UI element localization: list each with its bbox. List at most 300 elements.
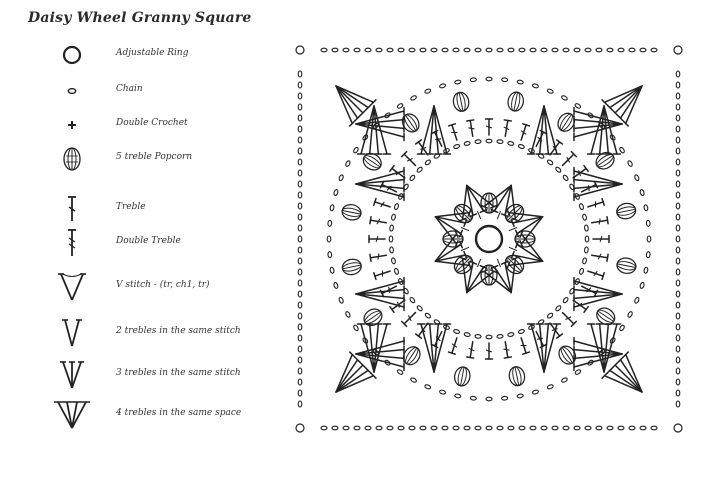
chain-stitch — [582, 257, 587, 264]
chain-stitch — [424, 88, 431, 94]
treble-stitch — [486, 119, 493, 135]
chain-stitch — [676, 390, 680, 396]
chain-stitch — [607, 426, 613, 430]
treble-stitch — [593, 236, 609, 243]
chain-stitch — [507, 141, 514, 146]
chain-stitch — [676, 192, 680, 198]
chain-stitch — [431, 48, 437, 52]
chain-stitch — [298, 115, 302, 121]
diagram-title: Daisy Wheel Granny Square — [28, 10, 252, 26]
chain-stitch — [475, 426, 481, 430]
chain-stitch — [640, 189, 645, 196]
chain-stitch — [619, 324, 625, 331]
chain-stitch — [502, 78, 508, 82]
chain-stitch — [332, 426, 338, 430]
treble-stitch — [374, 199, 391, 211]
chain-stitch — [298, 291, 302, 297]
chain-stitch — [365, 48, 371, 52]
chain-stitch — [298, 236, 302, 242]
chain-stitch — [416, 166, 423, 173]
legend-item-double-crochet — [40, 108, 290, 142]
treble-stitch — [587, 268, 604, 280]
chain-stitch — [547, 384, 554, 390]
chain-stitch — [676, 368, 680, 374]
chain-stitch — [442, 48, 448, 52]
chain-stitch — [634, 174, 640, 181]
chain-stitch — [486, 426, 492, 430]
chain-stitch — [497, 48, 503, 52]
treble-fan — [574, 278, 622, 311]
treble-fan — [356, 168, 404, 201]
chain-stitch — [486, 335, 492, 339]
treble-stitch — [587, 199, 604, 211]
chain-stitch — [420, 48, 426, 52]
treble-fan — [574, 168, 622, 201]
chain-stitch — [497, 139, 503, 143]
double-treble-icon — [50, 226, 94, 260]
popcorn-stitch — [341, 258, 363, 277]
chain-stitch — [676, 291, 680, 297]
popcorn-stitch — [615, 202, 637, 221]
chain-stitch — [298, 126, 302, 132]
chain-stitch — [584, 247, 588, 253]
chain-stitch — [676, 214, 680, 220]
chain-stitch — [547, 88, 554, 94]
chain-stitch — [409, 174, 416, 181]
chain-stitch — [552, 426, 558, 430]
chain-stitch — [376, 426, 382, 430]
chain-stitch — [627, 160, 633, 167]
chain-stitch — [410, 95, 417, 101]
chain-stitch — [547, 159, 554, 166]
chain-stitch — [343, 426, 349, 430]
chain-stitch — [562, 297, 569, 304]
chain-stitch — [530, 426, 536, 430]
chain-stitch — [439, 83, 446, 88]
chain-stitch — [321, 48, 327, 52]
chain-stitch — [298, 247, 302, 253]
chain-stitch — [640, 282, 645, 289]
chain-stitch — [409, 297, 416, 304]
popcorn-stitch — [341, 203, 363, 222]
chain-stitch — [298, 159, 302, 165]
chain-stitch — [651, 48, 657, 52]
legend-label: 4 trebles in the same space — [116, 408, 242, 418]
chain-stitch — [676, 159, 680, 165]
legend-item-double-treble — [40, 226, 290, 260]
treble-stitch — [560, 152, 576, 168]
treble-icon — [50, 192, 94, 226]
chain-stitch — [507, 332, 514, 337]
chain-stitch — [376, 48, 382, 52]
chain-stitch — [330, 267, 335, 274]
chain-stitch — [676, 247, 680, 253]
chain-stitch — [497, 426, 503, 430]
legend-label: Chain — [116, 84, 143, 94]
round-3-chain-ring — [389, 139, 589, 339]
chain-stitch — [332, 48, 338, 52]
popcorn-stitch — [556, 343, 579, 367]
treble-fan — [323, 352, 376, 405]
legend-label: Treble — [116, 202, 146, 212]
chain-stitch — [424, 312, 431, 319]
chain-stitch — [518, 144, 525, 149]
chain-stitch — [464, 332, 471, 337]
chain-stitch — [387, 48, 393, 52]
granny-square-stitch-chart — [284, 34, 694, 444]
chain-stitch — [486, 77, 492, 81]
chain-stitch — [328, 252, 332, 258]
treble-stitch — [467, 120, 476, 137]
chain-stitch — [345, 160, 351, 167]
treble-stitch — [502, 341, 511, 358]
popcorn-stitch — [453, 366, 472, 388]
chain-stitch — [328, 220, 332, 226]
treble-stitch — [518, 124, 530, 141]
chain-stitch — [562, 174, 569, 181]
treble-fan — [602, 352, 655, 405]
chain-stitch — [298, 346, 302, 352]
chain-stitch — [555, 305, 562, 312]
chain-stitch — [502, 396, 508, 400]
chain-stitch — [640, 426, 646, 430]
chain-stitch — [541, 426, 547, 430]
treble-stitch — [467, 341, 476, 358]
treble-stitch — [518, 337, 530, 354]
chain-stitch — [676, 357, 680, 363]
chain-stitch — [563, 48, 569, 52]
treble-stitch — [502, 120, 511, 137]
chain-stitch — [519, 48, 525, 52]
chain-stitch — [298, 148, 302, 154]
treble-fan — [602, 73, 655, 126]
chain-stitch — [298, 313, 302, 319]
chain-stitch — [647, 236, 651, 242]
chain-stitch — [453, 426, 459, 430]
chain-stitch — [431, 426, 437, 430]
chain-stitch — [453, 329, 460, 334]
chain-stitch — [640, 48, 646, 52]
chain-stitch — [619, 147, 625, 154]
chain-stitch — [298, 170, 302, 176]
chain-stitch — [365, 426, 371, 430]
chain-stitch — [453, 144, 460, 149]
popcorn-stitch — [506, 91, 525, 113]
chain-stitch — [561, 377, 568, 383]
chain-stitch — [584, 225, 588, 231]
chain-stitch — [454, 394, 461, 399]
chain-stitch — [618, 426, 624, 430]
chain-icon — [50, 74, 94, 108]
two-trebles-icon — [50, 316, 94, 350]
chain-stitch — [518, 329, 525, 334]
chain-stitch — [424, 159, 431, 166]
legend-item-adjustable-ring — [40, 38, 290, 72]
chain-stitch — [676, 148, 680, 154]
chain-stitch — [353, 324, 359, 331]
chain-stitch — [398, 426, 404, 430]
popcorn-stitch — [361, 306, 385, 329]
treble-stitch — [591, 217, 608, 226]
treble-fan — [418, 324, 451, 372]
treble-fan — [528, 106, 561, 154]
chain-stitch — [585, 48, 591, 52]
chain-stitch — [676, 280, 680, 286]
chain-stitch — [629, 426, 635, 430]
legend-label: V stitch - (tr, ch1, tr) — [116, 280, 210, 290]
chain-stitch — [676, 302, 680, 308]
chain-stitch — [333, 189, 338, 196]
chain-stitch — [579, 203, 584, 210]
chain-stitch — [676, 324, 680, 330]
chain-stitch — [574, 103, 581, 109]
chain-stitch — [676, 401, 680, 407]
chain-stitch — [475, 334, 481, 338]
chain-stitch — [676, 71, 680, 77]
chain-stitch — [508, 48, 514, 52]
legend-item-popcorn — [40, 142, 290, 176]
chain-stitch — [552, 48, 558, 52]
chain-stitch — [676, 335, 680, 341]
chain-stitch — [574, 369, 581, 375]
corner-chain — [296, 424, 304, 432]
chain-stitch — [387, 426, 393, 430]
chain-stitch — [676, 313, 680, 319]
treble-fan — [418, 106, 451, 154]
chain-stitch — [676, 225, 680, 231]
treble-fan — [356, 278, 404, 311]
chain-stitch — [486, 397, 492, 401]
treble-stitch — [374, 268, 391, 280]
chain-stitch — [298, 214, 302, 220]
chain-stitch — [298, 71, 302, 77]
legend-label: 2 trebles in the same stitch — [116, 326, 241, 336]
stitch-legend — [40, 38, 290, 458]
chain-stitch — [676, 104, 680, 110]
chain-stitch — [298, 137, 302, 143]
legend-item-three-trebles — [40, 358, 290, 392]
chain-stitch — [464, 141, 471, 146]
chain-stitch — [651, 426, 657, 430]
chain-stitch — [391, 257, 396, 264]
chain-stitch — [561, 95, 568, 101]
chain-stitch — [676, 181, 680, 187]
chain-stitch — [634, 297, 640, 304]
chain-stitch — [676, 203, 680, 209]
chain-stitch — [343, 48, 349, 52]
popcorn-stitch — [452, 91, 471, 113]
round-1-popcorns — [443, 193, 535, 285]
popcorn-icon — [50, 142, 94, 176]
chain-stitch — [585, 236, 589, 242]
chain-stitch — [298, 104, 302, 110]
chain-stitch — [676, 379, 680, 385]
chain-stitch — [547, 312, 554, 319]
chain-stitch — [333, 282, 338, 289]
chain-stitch — [338, 174, 344, 181]
chain-stitch — [618, 48, 624, 52]
corner-chain — [296, 46, 304, 54]
chain-stitch — [627, 311, 633, 318]
chain-stitch — [409, 426, 415, 430]
chain-stitch — [629, 48, 635, 52]
chain-stitch — [394, 203, 399, 210]
round-4-trebles — [369, 119, 609, 359]
chain-stitch — [475, 139, 481, 143]
chain-stitch — [555, 166, 562, 173]
chain-stitch — [497, 334, 503, 338]
chain-stitch — [541, 48, 547, 52]
chain-stitch — [676, 126, 680, 132]
chain-stitch — [389, 225, 393, 231]
chain-stitch — [470, 78, 476, 82]
chain-stitch — [454, 80, 461, 85]
chain-stitch — [338, 297, 344, 304]
chain-stitch — [574, 426, 580, 430]
legend-item-two-trebles — [40, 316, 290, 350]
treble-stitch — [370, 252, 387, 261]
chain-stitch — [298, 379, 302, 385]
legend-label: Adjustable Ring — [116, 48, 189, 58]
chain-stitch — [607, 48, 613, 52]
treble-stitch — [449, 337, 461, 354]
chain-stitch — [298, 269, 302, 275]
popcorn-stitch — [508, 365, 527, 387]
chain-stitch — [676, 236, 680, 242]
chain-stitch — [298, 181, 302, 187]
chain-stitch — [486, 139, 492, 143]
three-trebles-icon — [50, 358, 94, 392]
chain-stitch — [517, 394, 524, 399]
treble-fan — [528, 324, 561, 372]
chain-stitch — [464, 426, 470, 430]
treble-fan — [323, 73, 376, 126]
legend-label: Double Treble — [116, 236, 181, 246]
chain-stitch — [676, 137, 680, 143]
legend-item-treble — [40, 192, 290, 226]
chain-stitch — [676, 170, 680, 176]
chain-stitch — [298, 258, 302, 264]
treble-stitch — [369, 236, 385, 243]
chain-stitch — [298, 302, 302, 308]
legend-item-four-trebles — [40, 398, 290, 432]
chain-stitch — [389, 236, 393, 242]
chain-stitch — [327, 236, 331, 242]
chain-stitch — [464, 48, 470, 52]
chain-stitch — [579, 268, 584, 275]
treble-stitch — [449, 124, 461, 141]
treble-stitch — [370, 217, 387, 226]
chain-stitch — [582, 214, 587, 221]
adjustable-ring-icon — [50, 38, 94, 72]
v-stitch-icon — [50, 270, 94, 304]
chain-stitch — [391, 214, 396, 221]
chain-stitch — [442, 426, 448, 430]
chain-stitch — [563, 426, 569, 430]
chain-stitch — [439, 390, 446, 395]
chain-stitch — [354, 426, 360, 430]
popcorn-stitch — [399, 111, 422, 135]
chain-stitch — [389, 247, 393, 253]
chain-stitch — [409, 48, 415, 52]
treble-stitch — [591, 252, 608, 261]
chain-stitch — [298, 192, 302, 198]
chain-stitch — [298, 324, 302, 330]
treble-stitch — [560, 310, 576, 326]
chain-stitch — [530, 48, 536, 52]
chain-stitch — [508, 426, 514, 430]
popcorn-stitch — [616, 256, 638, 275]
chain-stitch — [676, 82, 680, 88]
treble-stitch — [402, 152, 418, 168]
legend-label: 5 treble Popcorn — [116, 152, 193, 162]
chain-stitch — [298, 203, 302, 209]
treble-stitch — [486, 343, 493, 359]
legend-label: 3 trebles in the same stitch — [116, 368, 241, 378]
legend-item-chain — [40, 74, 290, 108]
chain-stitch — [470, 396, 476, 400]
chain-stitch — [644, 267, 649, 274]
legend-label: Double Crochet — [116, 118, 188, 128]
chain-stitch — [398, 48, 404, 52]
chain-stitch — [298, 82, 302, 88]
chain-stitch — [330, 204, 335, 211]
chain-stitch — [298, 280, 302, 286]
double-crochet-icon — [50, 108, 94, 142]
chain-stitch — [646, 220, 650, 226]
chain-stitch — [646, 252, 650, 258]
chain-stitch — [532, 390, 539, 395]
chain-stitch — [345, 311, 351, 318]
chain-stitch — [298, 401, 302, 407]
adjustable-ring — [476, 226, 502, 252]
chain-stitch — [475, 48, 481, 52]
chain-stitch — [676, 93, 680, 99]
corner-chain — [674, 424, 682, 432]
chain-stitch — [298, 357, 302, 363]
chain-stitch — [532, 83, 539, 88]
chain-stitch — [321, 426, 327, 430]
chain-stitch — [486, 48, 492, 52]
chain-stitch — [354, 48, 360, 52]
chain-stitch — [453, 48, 459, 52]
chain-stitch — [574, 48, 580, 52]
center-ring — [476, 226, 502, 252]
chain-stitch — [298, 93, 302, 99]
corner-chain — [674, 46, 682, 54]
chain-stitch — [676, 115, 680, 121]
chain-stitch — [596, 48, 602, 52]
chain-stitch — [596, 426, 602, 430]
chain-stitch — [519, 426, 525, 430]
chain-stitch — [424, 384, 431, 390]
chain-stitch — [420, 426, 426, 430]
chain-stitch — [394, 268, 399, 275]
chain-stitch — [585, 426, 591, 430]
chain-stitch — [676, 346, 680, 352]
chain-stitch — [353, 147, 359, 154]
chain-stitch — [410, 377, 417, 383]
chain-stitch — [676, 258, 680, 264]
chain-stitch — [397, 369, 404, 375]
chain-stitch — [517, 80, 524, 85]
chain-stitch — [298, 390, 302, 396]
chain-stitch — [298, 368, 302, 374]
legend-item-v-stitch — [40, 270, 290, 304]
popcorn-stitch — [593, 149, 617, 172]
chain-stitch — [416, 305, 423, 312]
chain-stitch — [397, 103, 404, 109]
